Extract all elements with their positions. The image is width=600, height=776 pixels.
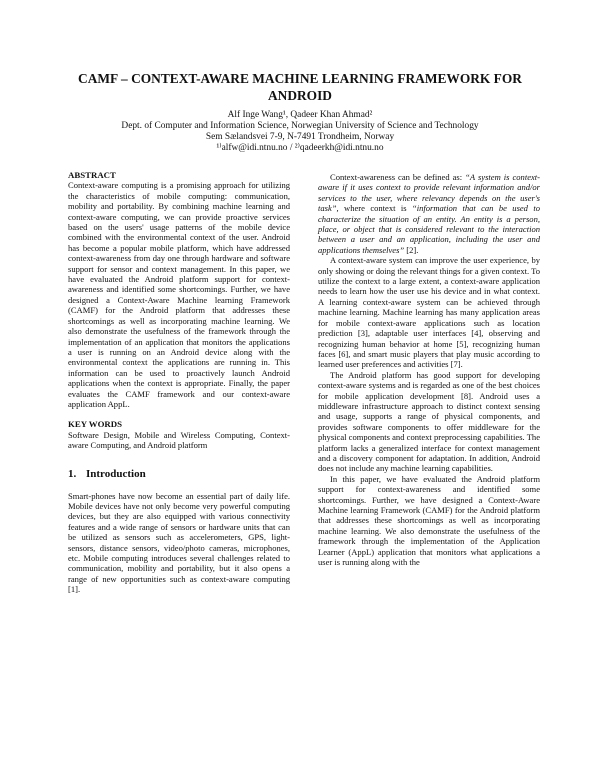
section-number: 1. (68, 467, 77, 480)
definition-quote-context-aware: “A system is context-aware if it uses context to provide relevant information and/or services to the user, where relevancy depends on the user's task” (318, 172, 540, 214)
right-column (318, 172, 540, 567)
introduction-heading (68, 467, 290, 481)
introduction-paragraph-4: In this paper, we have evaluated the Android platform support for context-awareness and identified some shortcomings. Further, we have designed a Context-Aware Machine learning Framework (CAMF) for the Android platform that addresses these shortcomings as well as incorporating machine learning. We also demonstrate the usefulness of the framework through the implementation of the Application Learner (AppL) application that monitors what applications a user is running along with the (318, 473, 540, 568)
affiliation-address: Sem Sælandsvei 7-9, N-7491 Trondheim, Norway (205, 132, 395, 142)
definition-paragraph (318, 172, 540, 255)
definition-middle: , where context is (336, 203, 412, 214)
section-title: Introduction (86, 467, 146, 480)
introduction-paragraph-3: The Android platform has good support for developing context-aware systems and is regarded as one of the best choices for mobile application development [8]. Android uses a middleware infrastructure approach to distinct context sensing and usage, supports a range of physical components, and provides software components to offer middleware for the physical components and context preprocessing capabilities. The platform lacks a generalized interface for context management and a discovery component for adaptation. In addition, Android does not include any machine learning capabilities. (318, 369, 540, 474)
affiliation-department: Dept. of Computer and Information Science, Norwegian University of Science and Technology (121, 121, 479, 131)
keywords-text: Software Design, Mobile and Wireless Computing, Context-aware Computing, and Android platform (68, 429, 290, 451)
author-emails: ¹⁾alfw@idi.ntnu.no / ²⁾qadeerkh@idi.ntnu.no (216, 143, 384, 153)
introduction-paragraph-1: Smart-phones have now become an essential part of daily life. Mobile devices have not only become very powerful computing devices, but they are also equipped with various connectivity features and a wide range of sensors or hardware units that can be utilized as sensors such as accelerometers, GPS, light-sensors, distance sensors, video/photo cameras, microphones, etc. Mobile computing introduces several challenges related to communication, mobility and portability, but it also opens a range of new opportunities such as context-aware computing [1]. (68, 490, 290, 595)
abstract-heading: ABSTRACT (68, 170, 116, 180)
definition-lead: Context-awareness can be defined as: (330, 172, 466, 182)
left-column (68, 170, 290, 595)
author-names: Alf Inge Wang¹, Qadeer Khan Ahmad² (227, 110, 373, 120)
keywords-heading: KEY WORDS (68, 419, 123, 430)
definition-quote-context: “information that can be used to characterize the situation of an entity. An entity is a person, place, or object that is considered relevant to the interaction between a user and an application, including the user and applications themselves” (318, 203, 540, 255)
paper-title: CAMF – CONTEXT-AWARE MACHINE LEARNING FRAMEWORK FOR ANDROID (78, 71, 522, 103)
introduction-paragraph-2: A context-aware system can improve the user experience, by only showing or doing the relevant things for a given context. To utilize the context to a large extent, a context-aware application needs to learn how the user use his device and in what context. A learning context-aware system can be achieved through machine learning. Machine learning has many application areas for mobile context-aware applications such as location prediction [3], adaptable user interfaces [4], observing and recognizing human behavior at home [5], recognizing human faces [6], and smart music players that play music according to learned user preferences and activities [7]. (318, 255, 540, 370)
author-block (60, 110, 540, 154)
abstract-text: Context-aware computing is a promising approach for utilizing the characteristics of mobile computing: communication, mobility and portability. By combining machine learning and context-aware computing, we can provide proactive services based on the users' usage patterns of the mobile device combined with the environmental context of the user. Android has become a popular mobile platform, which have addressed context-awareness from day one through hardware and software support for sensor and context management. In this paper, we have evaluated the Android platform support for context-awareness and identified some shortcomings. Further, we have designed a Context-Aware Machine learning Framework (CAMF) for the Android platform that addresses these shortcomings as well as incorporating machine learning. We also demonstrate the usefulness of the framework through the implementation of an application that monitors the applications a user is running on an Android device along with the environmental context the applications are running in. This information can be used to proactively launch Android applications when the context is appropriate. Finally, the paper evaluates the CAMF framework and our context-aware application AppL. (68, 180, 290, 409)
definition-citation: [2]. (404, 244, 419, 255)
